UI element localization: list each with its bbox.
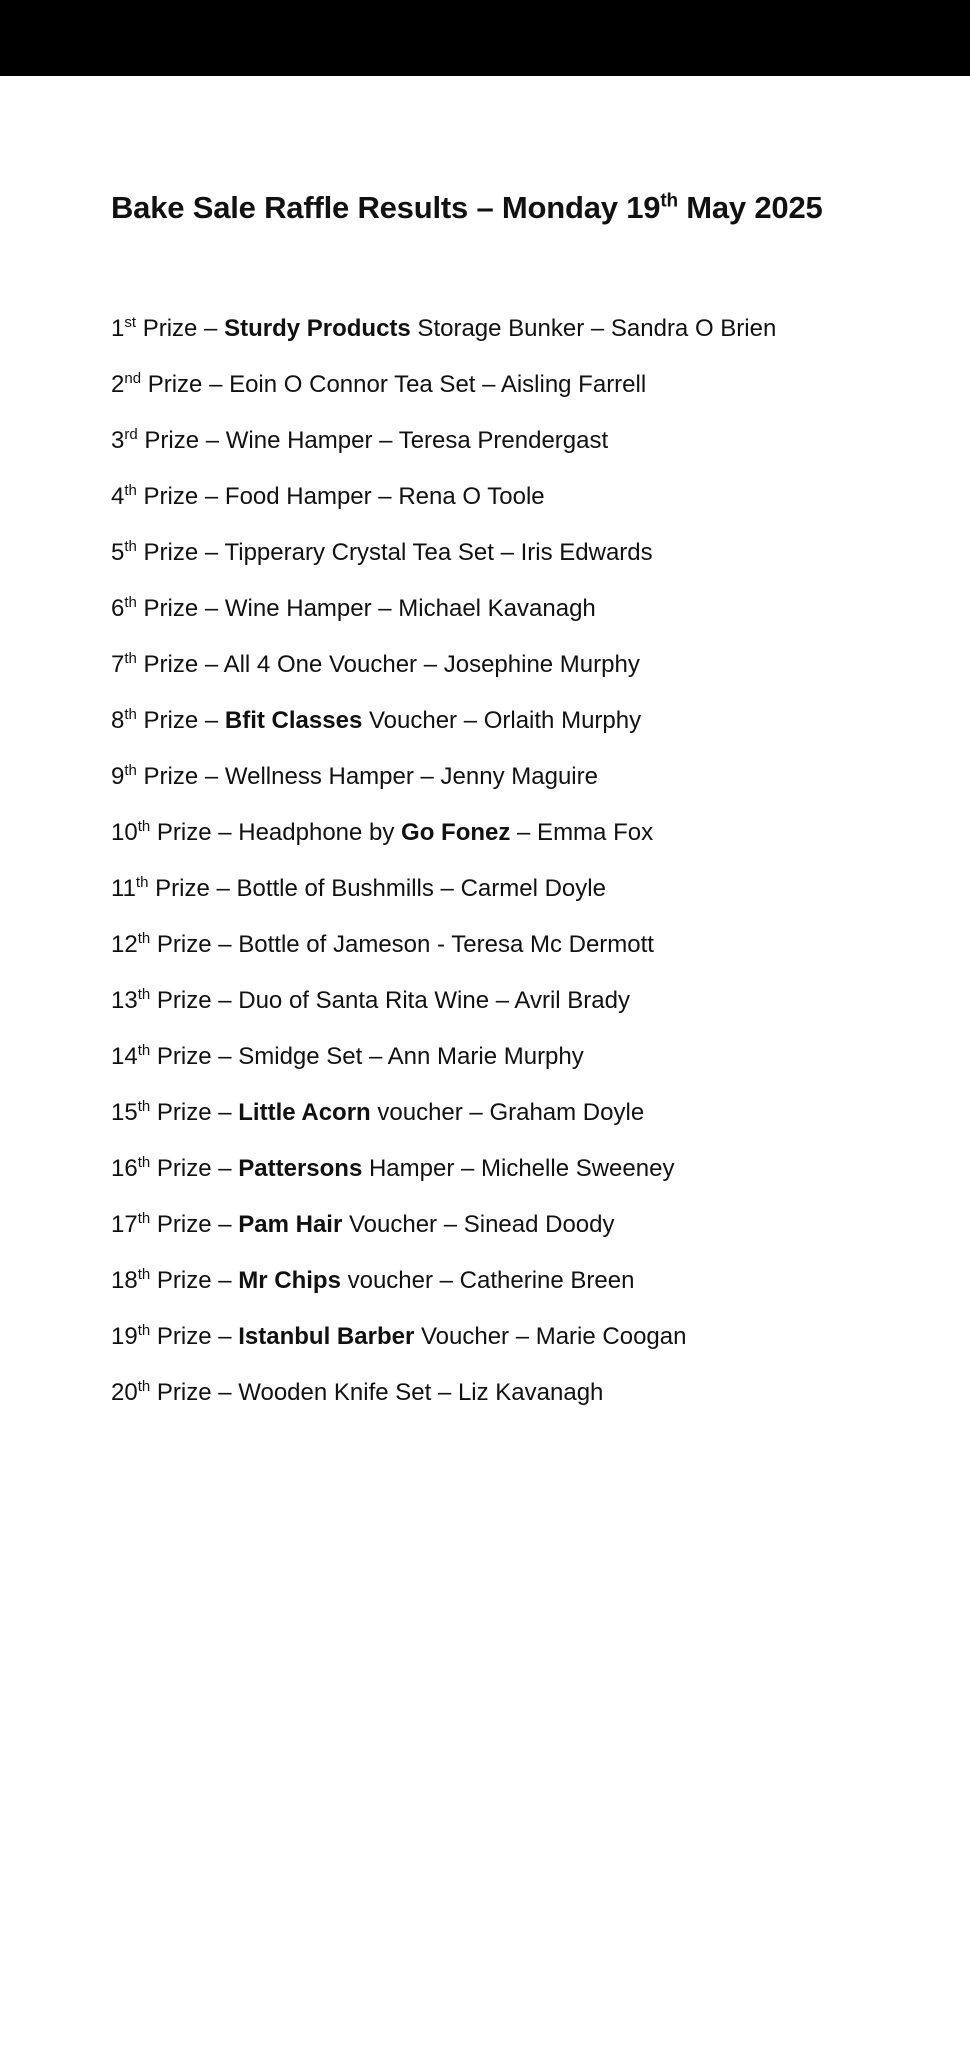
prize-ordinal: th bbox=[124, 706, 137, 723]
prize-text-end: Voucher – Marie Coogan bbox=[414, 1323, 687, 1350]
prize-number: 1 bbox=[111, 315, 125, 342]
prize-sponsor: Pam Hair bbox=[238, 1211, 343, 1238]
prize-number: 2 bbox=[111, 371, 125, 398]
prize-sponsor: Sturdy Products bbox=[224, 315, 411, 342]
prize-ordinal: st bbox=[124, 314, 137, 331]
prize-ordinal: th bbox=[135, 874, 149, 891]
title-text: Bake Sale Raffle Results – Monday 19 bbox=[111, 190, 661, 225]
prize-number: 9 bbox=[111, 763, 125, 790]
prize-text-end: – Emma Fox bbox=[510, 819, 654, 846]
prize-text: Prize – bbox=[150, 1267, 239, 1294]
prize-row bbox=[111, 593, 951, 649]
prize-text: Prize – bbox=[150, 1211, 239, 1238]
title-date-text: May 2025 bbox=[677, 190, 823, 225]
prize-number: 16 bbox=[111, 1155, 138, 1182]
prize-text-end: Hamper – Michelle Sweeney bbox=[362, 1155, 675, 1182]
prize-ordinal: th bbox=[124, 762, 137, 779]
prize-row bbox=[111, 369, 951, 425]
prize-ordinal: th bbox=[137, 1378, 151, 1395]
prize-row bbox=[111, 1209, 951, 1265]
prize-text: Prize – Duo of Santa Rita Wine – Avril Brady bbox=[150, 987, 630, 1014]
prize-number: 10 bbox=[111, 819, 138, 846]
prize-row bbox=[111, 313, 951, 369]
prize-ordinal: th bbox=[137, 1322, 151, 1339]
prize-ordinal: th bbox=[137, 1042, 151, 1059]
prize-text: Prize – Headphone by bbox=[150, 819, 402, 846]
prize-row bbox=[111, 1265, 951, 1321]
prize-number: 5 bbox=[111, 539, 125, 566]
prize-ordinal: th bbox=[137, 1098, 151, 1115]
prize-sponsor: Istanbul Barber bbox=[238, 1323, 415, 1350]
prize-ordinal: th bbox=[124, 650, 137, 667]
prize-row bbox=[111, 537, 951, 593]
prize-row bbox=[111, 481, 951, 537]
prize-row bbox=[111, 1041, 951, 1097]
prize-text: Prize – Wine Hamper – Michael Kavanagh bbox=[136, 595, 596, 622]
prize-row bbox=[111, 817, 951, 873]
prize-row bbox=[111, 1153, 951, 1209]
prize-text: Prize – Tipperary Crystal Tea Set – Iris Edwards bbox=[136, 539, 653, 566]
prize-number: 4 bbox=[111, 483, 125, 510]
prize-ordinal: th bbox=[137, 930, 151, 947]
prize-ordinal: th bbox=[124, 482, 137, 499]
prize-list bbox=[111, 313, 951, 1433]
prize-sponsor: Go Fonez bbox=[401, 819, 511, 846]
prize-text: Prize – bbox=[150, 1099, 239, 1126]
prize-text-end: voucher – Graham Doyle bbox=[370, 1099, 645, 1126]
prize-ordinal: th bbox=[137, 1154, 151, 1171]
prize-text-end: Voucher – Sinead Doody bbox=[342, 1211, 615, 1238]
prize-row bbox=[111, 1377, 951, 1433]
prize-sponsor: Little Acorn bbox=[238, 1099, 371, 1126]
prize-row bbox=[111, 929, 951, 985]
prize-ordinal: th bbox=[124, 594, 137, 611]
prize-text: Prize – bbox=[150, 1323, 239, 1350]
prize-ordinal: nd bbox=[124, 370, 142, 387]
prize-row bbox=[111, 985, 951, 1041]
prize-number: 3 bbox=[111, 427, 125, 454]
prize-ordinal: th bbox=[137, 986, 151, 1003]
prize-text-end: Storage Bunker – Sandra O Brien bbox=[410, 315, 777, 342]
prize-row bbox=[111, 425, 951, 481]
prize-text: Prize – bbox=[136, 315, 225, 342]
prize-number: 18 bbox=[111, 1267, 138, 1294]
prize-number: 6 bbox=[111, 595, 125, 622]
prize-text: Prize – Bottle of Jameson - Teresa Mc Dermott bbox=[150, 931, 654, 958]
prize-ordinal: th bbox=[137, 1210, 151, 1227]
prize-row bbox=[111, 649, 951, 705]
prize-text: Prize – bbox=[150, 1155, 239, 1182]
prize-number: 13 bbox=[111, 987, 138, 1014]
prize-text: Prize – bbox=[136, 707, 225, 734]
prize-text: Prize – Wooden Knife Set – Liz Kavanagh bbox=[150, 1379, 604, 1406]
top-bar bbox=[0, 0, 970, 76]
prize-text-end: Voucher – Orlaith Murphy bbox=[362, 707, 642, 734]
prize-ordinal: th bbox=[137, 818, 151, 835]
prize-text: Prize – Eoin O Connor Tea Set – Aisling Farrell bbox=[141, 371, 647, 398]
prize-text: Prize – All 4 One Voucher – Josephine Murphy bbox=[136, 651, 640, 678]
prize-row bbox=[111, 761, 951, 817]
prize-row bbox=[111, 705, 951, 761]
prize-row bbox=[111, 1321, 951, 1377]
prize-number: 8 bbox=[111, 707, 125, 734]
prize-ordinal: th bbox=[137, 1266, 151, 1283]
prize-row bbox=[111, 1097, 951, 1153]
prize-number: 20 bbox=[111, 1379, 138, 1406]
prize-ordinal: th bbox=[124, 538, 137, 555]
prize-ordinal: rd bbox=[124, 426, 138, 443]
prize-row bbox=[111, 873, 951, 929]
prize-number: 14 bbox=[111, 1043, 138, 1070]
prize-text: Prize – Smidge Set – Ann Marie Murphy bbox=[150, 1043, 584, 1070]
page-title bbox=[111, 190, 823, 226]
prize-number: 15 bbox=[111, 1099, 138, 1126]
title-ordinal: th bbox=[660, 190, 678, 212]
prize-text: Prize – Wine Hamper – Teresa Prendergast bbox=[137, 427, 609, 454]
prize-sponsor: Pattersons bbox=[238, 1155, 363, 1182]
prize-text: Prize – Food Hamper – Rena O Toole bbox=[136, 483, 545, 510]
prize-number: 7 bbox=[111, 651, 125, 678]
prize-number: 11 bbox=[111, 875, 136, 902]
prize-number: 12 bbox=[111, 931, 138, 958]
prize-number: 19 bbox=[111, 1323, 138, 1350]
prize-sponsor: Mr Chips bbox=[238, 1267, 341, 1294]
prize-text-end: voucher – Catherine Breen bbox=[340, 1267, 635, 1294]
prize-sponsor: Bfit Classes bbox=[224, 707, 363, 734]
prize-text: Prize – Wellness Hamper – Jenny Maguire bbox=[136, 763, 598, 790]
prize-number: 17 bbox=[111, 1211, 138, 1238]
prize-text: Prize – Bottle of Bushmills – Carmel Doyle bbox=[148, 875, 606, 902]
